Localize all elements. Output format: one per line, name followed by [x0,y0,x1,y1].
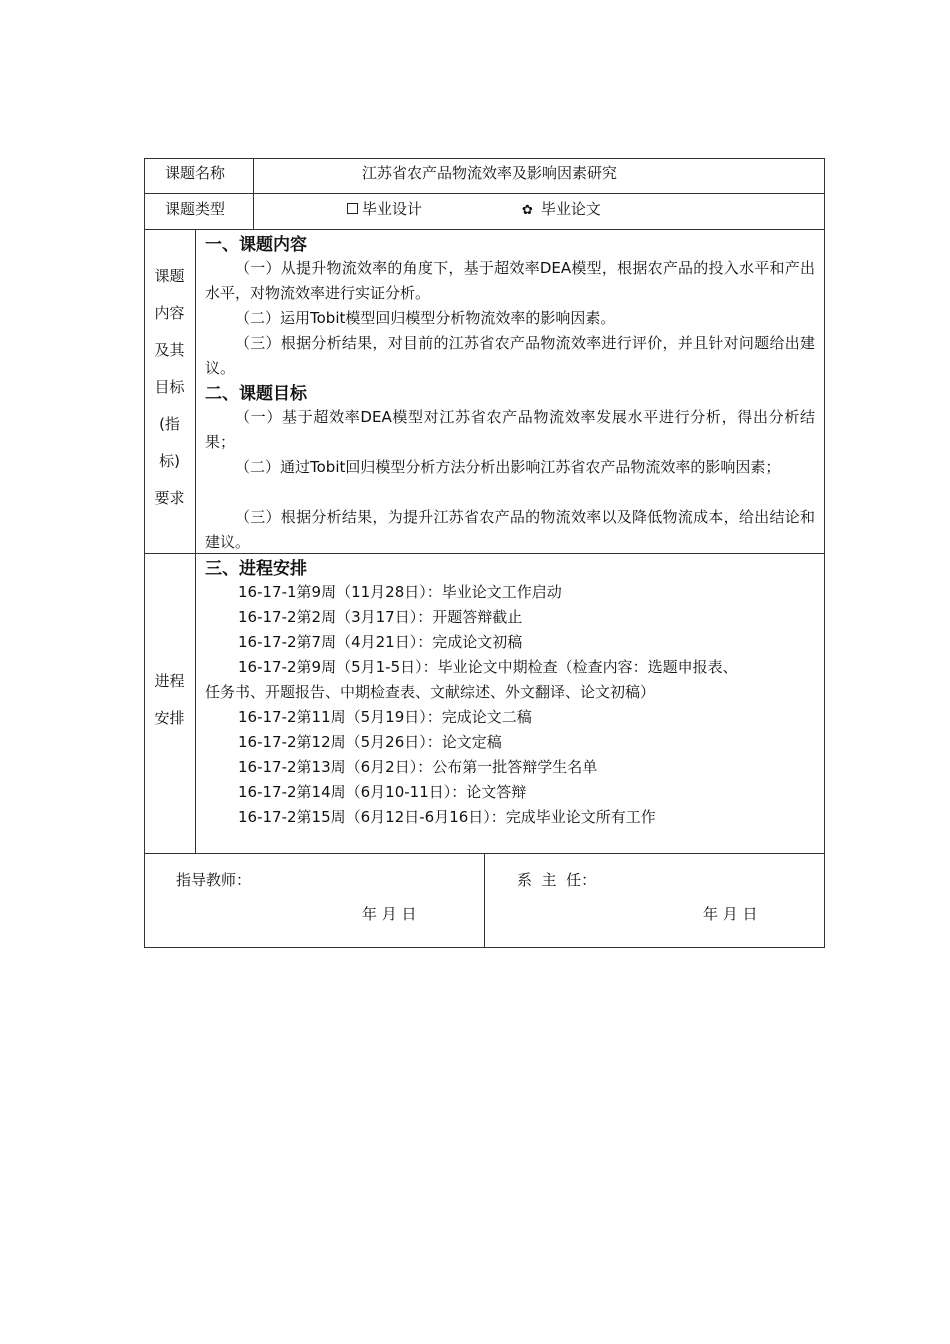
row-divider [144,229,825,230]
dept-head-label: 系 主 任： [517,871,597,889]
row-divider [144,193,825,194]
schedule-item: 16-17-2第15周（6月12日-6月16日）：完成毕业论文所有工作 [238,808,656,826]
table-border-top [144,158,825,159]
goals-paragraph: （二）通过Tobit回归模型分析方法分析出影响江苏省农产品物流效率的影响因素； [235,458,781,476]
goals-heading: 二、课题目标 [205,384,307,404]
advisor-label: 指导教师： [176,871,252,889]
schedule-item: 16-17-2第11周（5月19日）：完成论文二稿 [238,708,532,726]
col-divider [253,158,254,229]
schedule-item: 16-17-2第12周（5月26日）：论文定稿 [238,733,502,751]
schedule-item: 16-17-2第2周（3月17日）：开题答辩截止 [238,608,523,626]
col-divider [484,853,485,947]
content-label: 课题 内容 及其 目标 (指 标) 要求 [154,267,185,507]
task-table [144,158,825,948]
option-graduation-design[interactable] [347,197,422,222]
option-label: 毕业论文 [540,200,601,218]
checkbox-empty-icon[interactable] [347,203,358,214]
schedule-item-continuation: 任务书、开题报告、中期检查表、文献综述、外文翻译、论文初稿） [205,683,656,701]
col-divider [195,229,196,853]
schedule-item: 16-17-2第7周（4月21日）：完成论文初稿 [238,633,523,651]
table-border-right [824,158,825,948]
schedule-label: 进程 安排 [154,672,185,727]
schedule-item: 16-17-2第9周（5月1-5日）：毕业论文中期检查（检查内容：选题申报表、 [238,658,738,676]
dept-head-date: 年 月 日 [703,905,758,923]
schedule-item: 16-17-2第14周（6月10-11日）：论文答辩 [238,783,527,801]
goals-paragraph: （一）基于超效率DEA模型对江苏省农产品物流效率发展水平进行分析，得出分析结果； [205,408,815,451]
schedule-item: 16-17-1第9周（11月28日）：毕业论文工作启动 [238,583,562,601]
content-paragraph: （一）从提升物流效率的角度下，基于超效率DEA模型，根据农产品的投入水平和产出水平，对物流效率进行实证分析。 [205,259,815,302]
option-label: 毕业设计 [362,200,423,218]
content-paragraph: （二）运用Tobit模型回归模型分析物流效率的影响因素。 [235,309,616,327]
advisor-date: 年 月 日 [362,905,417,923]
gear-icon[interactable]: ✿ [522,203,533,218]
content-heading: 一、课题内容 [205,235,307,255]
topic-name-label: 课题名称 [165,164,226,182]
schedule-item: 16-17-2第13周（6月2日）：公布第一批答辩学生名单 [238,758,598,776]
table-border-bottom [144,947,825,948]
topic-type-label: 课题类型 [165,200,226,218]
content-paragraph: （三）根据分析结果，对目前的江苏省农产品物流效率进行评价，并且针对问题给出建议。 [205,334,815,377]
option-graduation-thesis[interactable] [522,197,601,223]
goals-paragraph: （三）根据分析结果，为提升江苏省农产品的物流效率以及降低物流成本，给出结论和建议。 [205,508,815,551]
topic-name-value: 江苏省农产品物流效率及影响因素研究 [362,164,618,182]
schedule-heading: 三、进程安排 [205,559,307,579]
